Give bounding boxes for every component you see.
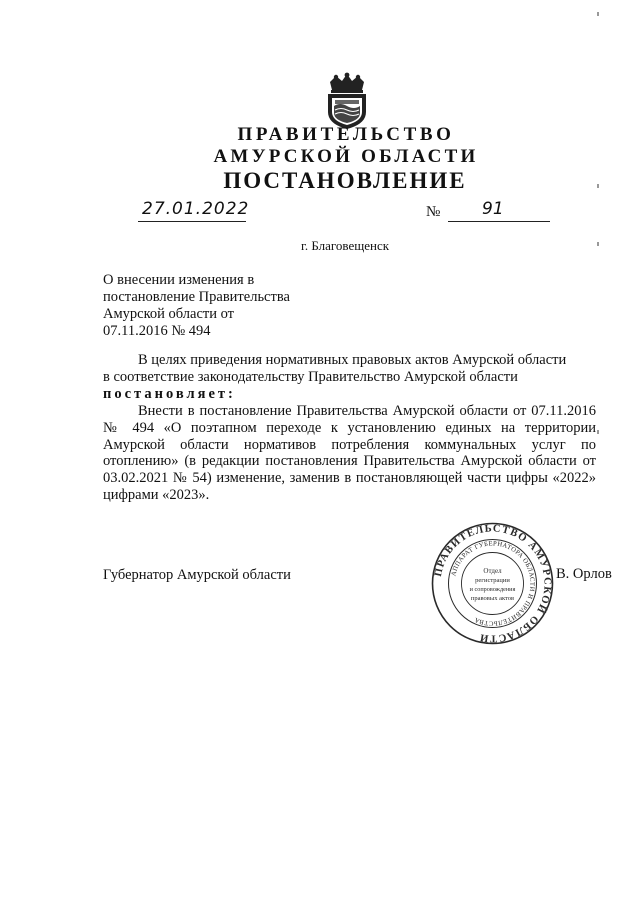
handwritten-number: 91	[482, 199, 504, 219]
signatory-position: Губернатор Амурской области	[103, 567, 291, 583]
subject-line: постановление Правительства	[103, 289, 290, 305]
government-title: ПРАВИТЕЛЬСТВО	[237, 124, 455, 145]
date-underline	[138, 221, 246, 222]
resolves-keyword: постановляет:	[103, 386, 236, 402]
registration-stamp	[430, 521, 555, 646]
handwritten-date: 27.01.2022	[142, 199, 250, 219]
subject-line: 07.11.2016 № 494	[103, 323, 211, 339]
document-type-title: ПОСТАНОВЛЕНИЕ	[223, 168, 467, 193]
scan-mark	[597, 12, 599, 16]
coat-of-arms-emblem	[322, 72, 372, 130]
scan-mark	[597, 184, 599, 188]
subject-line: Амурской области от	[103, 306, 235, 322]
number-label: №	[426, 204, 441, 220]
scan-mark	[597, 242, 599, 246]
region-title: АМУРСКОЙ ОБЛАСТИ	[213, 146, 479, 167]
stamp-center-line: Отдел	[483, 567, 502, 575]
subject-line: О внесении изменения в	[103, 272, 255, 288]
preamble-paragraph-continued: в соответствие законодательству Правительство Амурской области	[103, 369, 518, 385]
city-name: г. Благовещенск	[300, 238, 390, 253]
scan-mark	[597, 430, 599, 434]
stamp-center-line: правовых актов	[470, 595, 515, 602]
stamp-center-line: регистрации	[475, 577, 510, 584]
signatory-name: В. Орлов	[556, 566, 612, 582]
stamp-outer-text: ПРАВИТЕЛЬСТВО АМУРСКОЙ ОБЛАСТИ	[432, 523, 553, 644]
document-subject	[103, 272, 303, 340]
stamp-center-line: и сопровождения	[469, 586, 516, 593]
stamp-middle-text: АППАРАТ ГУБЕРНАТОРА ОБЛАСТИ И ПРАВИТЕЛЬСТВА	[450, 540, 536, 627]
number-underline	[448, 221, 550, 222]
preamble-paragraph: В целях приведения нормативных правовых актов Амурской области	[138, 352, 567, 368]
operative-paragraph: Внести в постановление Правительства Амурской области от 07.11.2016 № 494 «О поэтапном переходе к установлению единых на территории Амурской области нормативов потребления коммунальных услуг по отоплению» (в редакции постановления Правительства Амурской области от 03.02.2021 № 54) изменение, заменив в постановляющей части цифры «2022» цифрами «2023».	[103, 403, 596, 503]
